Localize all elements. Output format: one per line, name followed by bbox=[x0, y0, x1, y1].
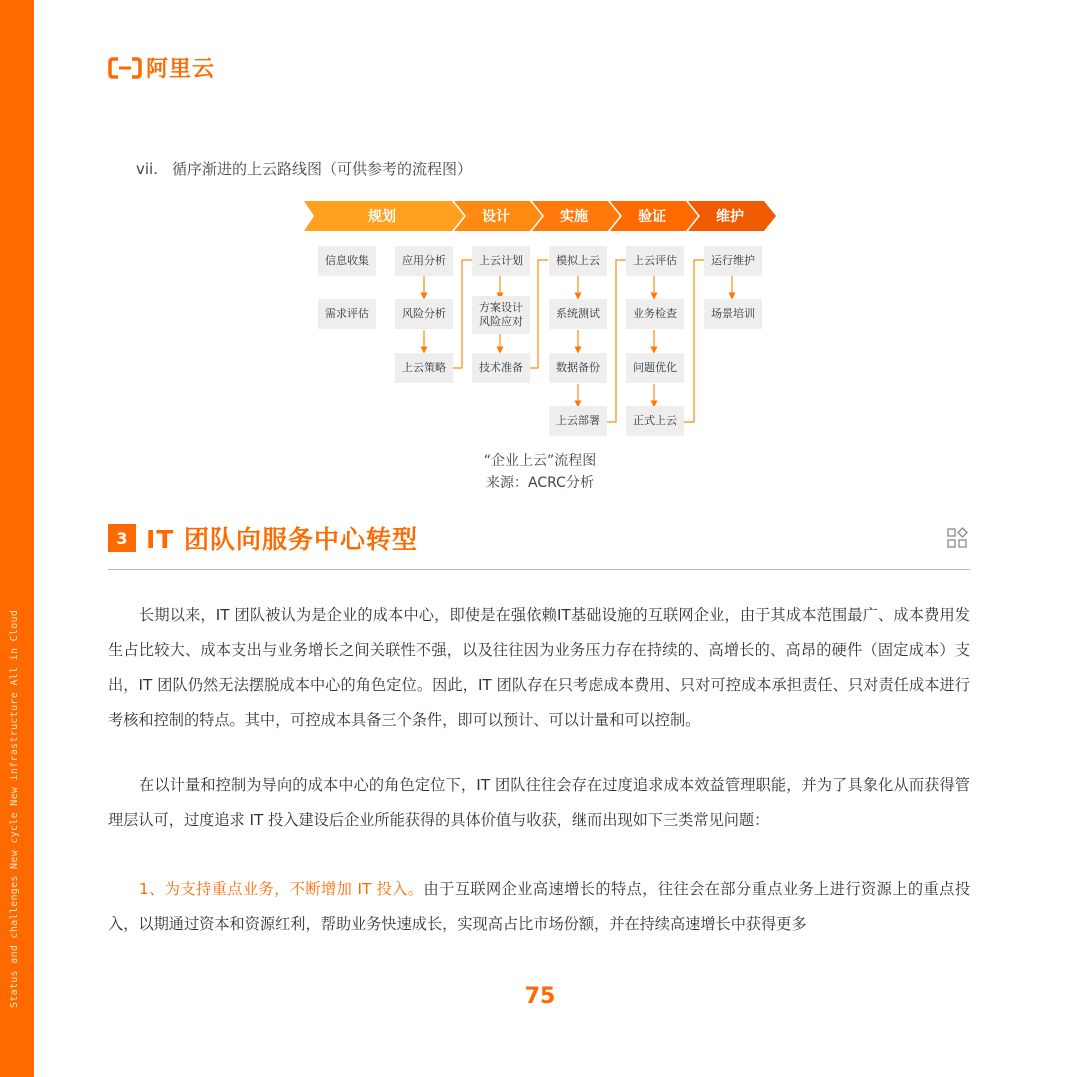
flow-box-issue-optimize: 问题优化 bbox=[626, 353, 684, 383]
flow-box-cloud-plan: 上云计划 bbox=[472, 246, 530, 276]
subheading-text: 循序渐进的上云路线图（可供参考的流程图） bbox=[171, 160, 472, 178]
paragraph-3-body: 由于互联网企业高速增长的特点，往往会在部分重点业务上进行资源上的重点投入，以期通过资本和资源红利，帮助业务快速成长，实现高占比市场份额，并在持续高速增长中获得更多 bbox=[108, 880, 971, 933]
flow-box-operation: 运行维护 bbox=[704, 246, 762, 276]
flow-box-cloud-evaluate: 上云评估 bbox=[626, 246, 684, 276]
alibaba-cloud-logo bbox=[108, 52, 215, 83]
flow-box-risk-analysis: 风险分析 bbox=[395, 299, 453, 329]
phase-label-implement: 实施 bbox=[560, 209, 588, 225]
flow-box-cloud-strategy: 上云策略 bbox=[395, 353, 453, 383]
flow-box-official-cloud: 正式上云 bbox=[626, 406, 684, 436]
phase-label-planning: 规划 bbox=[368, 209, 396, 225]
phase-label-design: 设计 bbox=[482, 209, 510, 225]
side-vertical-text: Status and challenges New cycle New infrastructure All in Cloud bbox=[9, 609, 20, 1008]
logo-bracket-icon bbox=[108, 57, 142, 79]
page-number: 75 bbox=[524, 984, 556, 1009]
figure-source: 来源：ACRC分析 bbox=[486, 475, 594, 491]
subheading-index: vii. bbox=[136, 160, 158, 178]
logo-text: 阿里云 bbox=[146, 57, 216, 82]
paragraph-3 bbox=[108, 872, 970, 942]
flow-box-system-test: 系统测试 bbox=[549, 299, 607, 329]
flow-box-app-analysis: 应用分析 bbox=[395, 246, 453, 276]
subheading bbox=[136, 158, 486, 179]
flow-box-cloud-deploy: 上云部署 bbox=[549, 406, 607, 436]
paragraph-1: 长期以来，IT 团队被认为是企业的成本中心，即使是在强依赖IT基础设施的互联网企业，由于其成本范围最广、成本费用发生占比较大、成本支出与业务增长之间关联性不强，以及往往因为业务压力存在持续的、高增长的、高昂的硬件（固定成本）支出，IT 团队仍然无法摆脱成本中心的角色定位。因此，IT 团队存在只考虑成本费用、只对可控成本承担责任、只对责任成本进行考核和控制的特点。其中，可控成本具备三个条件，即可以预计、可以计量和可以控制。 bbox=[108, 606, 970, 729]
flow-box-scenario-training: 场景培训 bbox=[704, 299, 762, 329]
flow-box-needs-assess: 需求评估 bbox=[318, 299, 376, 329]
phase-label-maintain: 维护 bbox=[716, 209, 744, 225]
flow-box-tech-prep: 技术准备 bbox=[472, 353, 530, 383]
flow-box-business-check: 业务检查 bbox=[626, 299, 684, 329]
paragraph-2: 在以计量和控制为导向的成本中心的角色定位下，IT 团队往往会存在过度追求成本效益管理职能，并为了具象化从而获得管理层认可，过度追求 IT 投入建设后企业所能获得的具体价值与收获，继而出现如下三类常见问题： bbox=[108, 776, 970, 829]
flow-box-data-backup: 数据备份 bbox=[549, 353, 607, 383]
flow-box-info-collect: 信息收集 bbox=[318, 246, 376, 276]
figure-caption: “企业上云”流程图 bbox=[483, 453, 597, 469]
flow-box-solution-design-line1: 方案设计 bbox=[479, 301, 523, 314]
grid-diamond-icon bbox=[946, 527, 970, 549]
section-divider bbox=[108, 569, 970, 570]
flow-box-simulate-cloud: 模拟上云 bbox=[549, 246, 607, 276]
flow-box-solution-design bbox=[472, 296, 530, 334]
section-heading bbox=[108, 520, 418, 556]
section-number: 3 bbox=[108, 524, 136, 552]
section-title: IT 团队向服务中心转型 bbox=[146, 525, 419, 554]
phase-label-verify: 验证 bbox=[638, 209, 666, 225]
paragraph-3-highlight: 1、为支持重点业务，不断增加 IT 投入。 bbox=[139, 880, 424, 898]
flow-box-solution-design-line2: 风险应对 bbox=[479, 315, 523, 328]
